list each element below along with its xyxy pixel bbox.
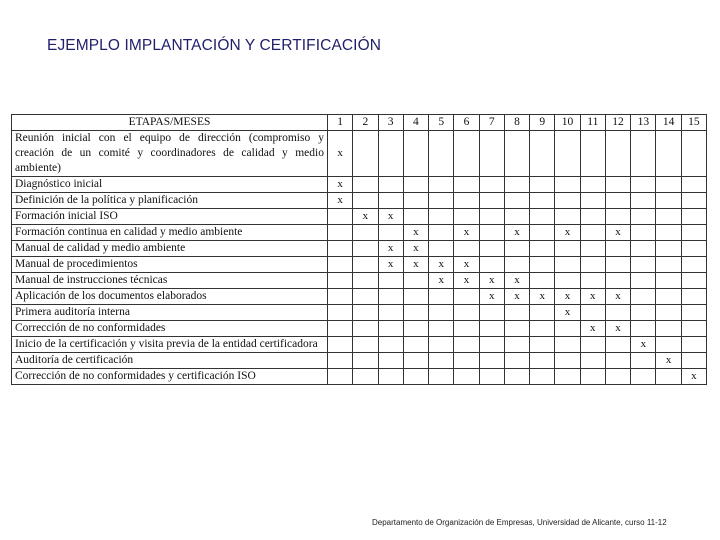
month-cell <box>530 369 555 385</box>
month-cell <box>605 193 630 209</box>
month-cell <box>328 209 353 225</box>
month-cell <box>353 273 378 289</box>
month-cell <box>555 321 580 337</box>
month-cell <box>555 337 580 353</box>
month-cell <box>429 305 454 321</box>
month-cell <box>681 177 706 193</box>
month-cell <box>353 289 378 305</box>
month-cell <box>403 305 428 321</box>
month-mark: x <box>454 273 479 289</box>
table-row <box>12 337 707 353</box>
month-cell <box>328 289 353 305</box>
month-cell <box>328 241 353 257</box>
month-cell <box>353 177 378 193</box>
header-month: 13 <box>631 115 656 131</box>
month-cell <box>429 369 454 385</box>
month-mark: x <box>479 273 504 289</box>
month-cell <box>479 131 504 177</box>
page-title: EJEMPLO IMPLANTACIÓN Y CERTIFICACIÓN <box>47 37 382 54</box>
stage-label: Reunión inicial con el equipo de dirección (compromiso y creación de un comité y coordinadores de calidad y medio ambiente) <box>12 131 328 177</box>
month-mark: x <box>605 289 630 305</box>
month-cell <box>403 177 428 193</box>
month-cell <box>479 177 504 193</box>
month-cell <box>504 241 529 257</box>
stage-label: Aplicación de los documentos elaborados <box>12 289 328 305</box>
header-month: 1 <box>328 115 353 131</box>
month-cell <box>504 177 529 193</box>
month-cell <box>580 193 605 209</box>
month-cell <box>479 257 504 273</box>
month-mark: x <box>378 257 403 273</box>
month-cell <box>530 177 555 193</box>
month-cell <box>656 193 681 209</box>
table-row <box>12 131 707 177</box>
table-row <box>12 289 707 305</box>
month-cell <box>656 241 681 257</box>
header-month: 3 <box>378 115 403 131</box>
month-mark: x <box>403 225 428 241</box>
month-mark: x <box>328 131 353 177</box>
month-cell <box>656 305 681 321</box>
month-cell <box>681 321 706 337</box>
month-cell <box>530 257 555 273</box>
month-cell <box>555 193 580 209</box>
month-cell <box>328 337 353 353</box>
table-row <box>12 241 707 257</box>
month-cell <box>605 177 630 193</box>
month-cell <box>479 225 504 241</box>
month-cell <box>580 257 605 273</box>
header-month: 15 <box>681 115 706 131</box>
month-cell <box>353 193 378 209</box>
month-cell <box>580 353 605 369</box>
month-cell <box>378 305 403 321</box>
month-mark: x <box>403 257 428 273</box>
month-cell <box>403 337 428 353</box>
month-cell <box>530 321 555 337</box>
month-mark: x <box>555 289 580 305</box>
month-cell <box>504 257 529 273</box>
month-mark: x <box>555 225 580 241</box>
month-cell <box>454 353 479 369</box>
month-cell <box>605 241 630 257</box>
month-mark: x <box>328 177 353 193</box>
month-cell <box>504 369 529 385</box>
month-cell <box>504 131 529 177</box>
header-month: 8 <box>504 115 529 131</box>
month-cell <box>530 209 555 225</box>
month-mark: x <box>378 241 403 257</box>
month-cell <box>328 369 353 385</box>
month-cell <box>580 305 605 321</box>
header-month: 4 <box>403 115 428 131</box>
table-row <box>12 369 707 385</box>
month-cell <box>378 225 403 241</box>
month-cell <box>429 193 454 209</box>
schedule-table <box>11 114 707 385</box>
month-mark: x <box>631 337 656 353</box>
month-cell <box>454 131 479 177</box>
table-row <box>12 353 707 369</box>
month-cell <box>580 241 605 257</box>
month-cell <box>479 193 504 209</box>
stage-label: Corrección de no conformidades <box>12 321 328 337</box>
month-cell <box>353 353 378 369</box>
month-cell <box>656 131 681 177</box>
header-month: 9 <box>530 115 555 131</box>
month-cell <box>681 257 706 273</box>
month-cell <box>555 209 580 225</box>
month-cell <box>353 369 378 385</box>
month-cell <box>403 193 428 209</box>
month-cell <box>403 369 428 385</box>
month-mark: x <box>555 305 580 321</box>
month-mark: x <box>605 321 630 337</box>
month-cell <box>429 337 454 353</box>
month-cell <box>530 193 555 209</box>
month-mark: x <box>580 289 605 305</box>
month-cell <box>605 131 630 177</box>
month-cell <box>656 257 681 273</box>
month-cell <box>429 225 454 241</box>
stage-label: Formación continua en calidad y medio ambiente <box>12 225 328 241</box>
month-cell <box>631 177 656 193</box>
month-cell <box>353 305 378 321</box>
month-cell <box>479 209 504 225</box>
month-cell <box>353 337 378 353</box>
month-mark: x <box>403 241 428 257</box>
stage-label: Formación inicial ISO <box>12 209 328 225</box>
month-cell <box>454 209 479 225</box>
table-row <box>12 209 707 225</box>
month-cell <box>378 369 403 385</box>
month-cell <box>656 225 681 241</box>
table-body <box>12 131 707 385</box>
month-cell <box>656 321 681 337</box>
month-cell <box>631 289 656 305</box>
month-cell <box>504 193 529 209</box>
month-cell <box>479 353 504 369</box>
header-month: 5 <box>429 115 454 131</box>
stage-label: Manual de procedimientos <box>12 257 328 273</box>
table-row <box>12 257 707 273</box>
header-stage: ETAPAS/MESES <box>12 115 328 131</box>
month-cell <box>429 209 454 225</box>
footer-note: Departamento de Organización de Empresas, Universidad de Alicante, curso 11-12 <box>372 518 667 527</box>
month-mark: x <box>580 321 605 337</box>
month-cell <box>328 225 353 241</box>
month-cell <box>429 131 454 177</box>
month-cell <box>403 353 428 369</box>
month-cell <box>656 177 681 193</box>
month-cell <box>378 321 403 337</box>
month-cell <box>530 337 555 353</box>
month-cell <box>555 131 580 177</box>
month-cell <box>580 225 605 241</box>
month-cell <box>454 337 479 353</box>
month-mark: x <box>429 257 454 273</box>
month-mark: x <box>353 209 378 225</box>
table-row <box>12 225 707 241</box>
month-cell <box>479 305 504 321</box>
month-cell <box>656 369 681 385</box>
month-cell <box>580 177 605 193</box>
month-cell <box>328 321 353 337</box>
month-cell <box>605 273 630 289</box>
month-cell <box>530 131 555 177</box>
stage-label: Inicio de la certificación y visita previa de la entidad certificadora <box>12 337 328 353</box>
month-cell <box>631 353 656 369</box>
header-month: 6 <box>454 115 479 131</box>
month-cell <box>353 131 378 177</box>
stage-label: Auditoría de certificación <box>12 353 328 369</box>
header-month: 2 <box>353 115 378 131</box>
month-cell <box>403 289 428 305</box>
month-cell <box>479 241 504 257</box>
month-cell <box>429 289 454 305</box>
month-cell <box>479 321 504 337</box>
month-cell <box>555 257 580 273</box>
month-cell <box>504 353 529 369</box>
month-cell <box>454 369 479 385</box>
month-mark: x <box>656 353 681 369</box>
table-row <box>12 177 707 193</box>
month-cell <box>378 193 403 209</box>
month-cell <box>429 177 454 193</box>
table-row <box>12 193 707 209</box>
month-cell <box>681 241 706 257</box>
month-cell <box>631 321 656 337</box>
month-cell <box>403 131 428 177</box>
stage-label: Definición de la política y planificación <box>12 193 328 209</box>
month-cell <box>454 289 479 305</box>
month-cell <box>328 353 353 369</box>
header-month: 11 <box>580 115 605 131</box>
header-month: 12 <box>605 115 630 131</box>
month-cell <box>328 257 353 273</box>
month-mark: x <box>504 273 529 289</box>
month-cell <box>530 225 555 241</box>
month-cell <box>353 225 378 241</box>
month-cell <box>530 273 555 289</box>
month-cell <box>631 273 656 289</box>
month-cell <box>631 193 656 209</box>
month-cell <box>454 305 479 321</box>
table-row <box>12 273 707 289</box>
month-cell <box>378 131 403 177</box>
month-cell <box>479 337 504 353</box>
month-cell <box>530 241 555 257</box>
month-cell <box>454 193 479 209</box>
month-cell <box>631 241 656 257</box>
month-cell <box>681 131 706 177</box>
month-mark: x <box>429 273 454 289</box>
month-cell <box>656 273 681 289</box>
month-cell <box>656 337 681 353</box>
header-month: 7 <box>479 115 504 131</box>
month-cell <box>681 225 706 241</box>
month-cell <box>580 337 605 353</box>
month-cell <box>656 209 681 225</box>
table-header-row <box>12 115 707 131</box>
month-cell <box>328 305 353 321</box>
month-cell <box>631 257 656 273</box>
month-cell <box>429 353 454 369</box>
month-cell <box>681 273 706 289</box>
month-cell <box>403 321 428 337</box>
month-cell <box>479 369 504 385</box>
month-cell <box>378 337 403 353</box>
month-cell <box>681 289 706 305</box>
month-mark: x <box>378 209 403 225</box>
month-cell <box>580 369 605 385</box>
header-month: 14 <box>656 115 681 131</box>
month-cell <box>403 209 428 225</box>
month-mark: x <box>454 225 479 241</box>
month-cell <box>580 131 605 177</box>
month-cell <box>555 241 580 257</box>
month-mark: x <box>454 257 479 273</box>
table-row <box>12 321 707 337</box>
month-cell <box>681 193 706 209</box>
month-mark: x <box>530 289 555 305</box>
month-cell <box>605 305 630 321</box>
month-cell <box>681 305 706 321</box>
month-cell <box>530 305 555 321</box>
month-cell <box>631 369 656 385</box>
month-cell <box>681 353 706 369</box>
month-cell <box>605 353 630 369</box>
month-cell <box>454 241 479 257</box>
month-cell <box>555 273 580 289</box>
header-month: 10 <box>555 115 580 131</box>
month-cell <box>328 273 353 289</box>
month-cell <box>454 177 479 193</box>
month-cell <box>605 337 630 353</box>
month-cell <box>530 353 555 369</box>
month-mark: x <box>479 289 504 305</box>
month-cell <box>353 257 378 273</box>
month-cell <box>631 209 656 225</box>
month-cell <box>631 131 656 177</box>
month-cell <box>555 177 580 193</box>
month-cell <box>353 321 378 337</box>
month-cell <box>378 353 403 369</box>
stage-label: Primera auditoría interna <box>12 305 328 321</box>
month-cell <box>631 305 656 321</box>
stage-label: Corrección de no conformidades y certificación ISO <box>12 369 328 385</box>
month-cell <box>555 353 580 369</box>
month-cell <box>656 289 681 305</box>
month-cell <box>605 369 630 385</box>
month-cell <box>681 337 706 353</box>
month-cell <box>353 241 378 257</box>
month-cell <box>504 209 529 225</box>
month-cell <box>454 321 479 337</box>
month-cell <box>378 289 403 305</box>
month-cell <box>555 369 580 385</box>
month-cell <box>378 177 403 193</box>
month-cell <box>504 305 529 321</box>
stage-label: Manual de instrucciones técnicas <box>12 273 328 289</box>
month-cell <box>631 225 656 241</box>
month-cell <box>403 273 428 289</box>
month-mark: x <box>681 369 706 385</box>
month-cell <box>429 321 454 337</box>
stage-label: Diagnóstico inicial <box>12 177 328 193</box>
table-row <box>12 305 707 321</box>
month-mark: x <box>328 193 353 209</box>
month-cell <box>605 209 630 225</box>
month-cell <box>378 273 403 289</box>
month-mark: x <box>605 225 630 241</box>
month-mark: x <box>504 225 529 241</box>
month-cell <box>580 273 605 289</box>
month-mark: x <box>504 289 529 305</box>
stage-label: Manual de calidad y medio ambiente <box>12 241 328 257</box>
month-cell <box>504 337 529 353</box>
month-cell <box>580 209 605 225</box>
month-cell <box>429 241 454 257</box>
month-cell <box>504 321 529 337</box>
month-cell <box>681 209 706 225</box>
month-cell <box>605 257 630 273</box>
